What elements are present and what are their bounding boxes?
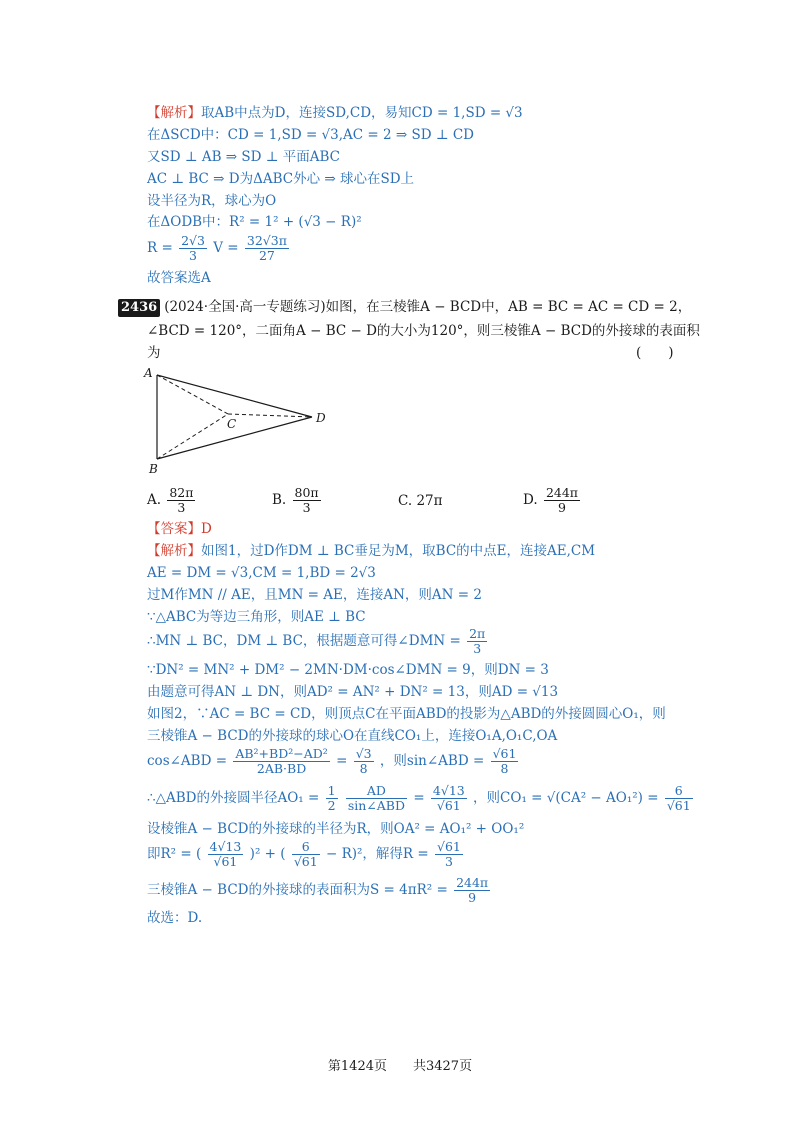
edge-CD (228, 414, 312, 417)
edge-AC (157, 375, 228, 414)
question-line-1: 2436 (2024·全国·高一专题练习)如图，在三棱锥A − BCD中，AB = BC = AC = CD = 2， (118, 298, 691, 317)
fraction: $\frac{32√3\pi}{27}$ (246, 233, 287, 263)
question-number: 2436 (118, 299, 160, 317)
sol2-line-12: 设棱锥A − BCD的外接球的半径为R，则OA² = AO₁² + OO₁² (147, 821, 525, 837)
answer-parentheses: ( ) (636, 345, 674, 361)
choice-c[interactable]: C. 27π (398, 493, 443, 509)
edge-AD (157, 375, 312, 417)
sol2-line-1: 【解析】如图1，过D作DM ⊥ BC垂足为M，取BC的中点E，连接AE,CM (147, 543, 596, 559)
label-D: D (316, 411, 326, 425)
question-line-2: ∠BCD = 120°，二面角A − BC − D的大小为120°，则三棱锥A − BCD的外接球的表面积 (147, 323, 700, 339)
fraction: $\frac{2√3}{3}$ (181, 233, 205, 263)
sol1-line-7: R = $\frac{2√3}{3}$ V = $\frac{32√3\pi}{27}$ (147, 233, 287, 263)
sol1-line-2: 在ΔSCD中：CD = 1,SD = √3,AC = 2 ⇒ SD ⊥ CD (147, 127, 474, 143)
label-B: B (149, 462, 158, 476)
sol1-line-8: 故答案选A (147, 270, 211, 286)
analysis-tag: 【解析】 (147, 105, 201, 121)
sol2-line-3: 过M作MN // AE，且MN = AE，连接AN，则AN = 2 (147, 587, 482, 603)
answer-line: 【答案】D (147, 521, 212, 537)
sol1-line-5: 设半径为R，球心为O (147, 193, 277, 209)
answer-value: D (201, 521, 212, 537)
sol2-line-11: ∴△ABD的外接圆半径AO₁ = $\frac{1}{2}$ $\frac{AD}{\text{sin∠ABD}}$ = $\frac{4√13}{√61}$ ，则CO₁ = √(CA² − AO₁²) = $\frac{6}{√61}$ (147, 783, 691, 813)
choice-a[interactable]: A. $\frac{82\pi}{3}$ (147, 485, 194, 515)
sol1-line-4: AC ⊥ BC ⇒ D为ΔABC外心 ⇒ 球心在SD上 (147, 171, 415, 187)
sol2-line-7: 由题意可得AN ⊥ DN，则AD² = AN² + DN² = 13，则AD = √13 (147, 684, 559, 700)
question-line-3: 为 (147, 345, 161, 361)
choice-d[interactable]: D. $\frac{244\pi}{9}$ (523, 485, 579, 515)
sol2-line-5: ∴MN ⊥ BC，DM ⊥ BC，根据题意可得∠DMN = $\frac{2\pi}{3}$ (147, 626, 486, 656)
sol2-line-15: 故选：D. (147, 910, 203, 926)
sol2-line-8: 如图2，∵AC = BC = CD，则顶点C在平面ABD的投影为△ABD的外接圆圆心O₁，则 (147, 706, 666, 722)
sol2-line-14: 三棱锥A − BCD的外接球的表面积为S = 4πR² = $\frac{244\pi}{9}$ (147, 875, 489, 905)
tetrahedron-figure (140, 362, 340, 477)
label-A: A (144, 366, 153, 380)
sol2-line-10: cos∠ABD = $\frac{\text{AB²+BD²−AD²}}{2AB\cdot BD}$ = $\frac{√3}{8}$ ，则sin∠ABD = $\frac{√61}{8}$ (147, 746, 517, 776)
label-C: C (227, 417, 237, 431)
choice-b[interactable]: B. $\frac{80\pi}{3}$ (272, 485, 319, 515)
sol2-line-2: AE = DM = √3,CM = 1,BD = 2√3 (147, 565, 376, 581)
sol1-line-1: 【解析】取AB中点为D，连接SD,CD，易知CD = 1,SD = √3 (147, 105, 523, 121)
sol1-line-3: 又SD ⊥ AB ⇒ SD ⊥ 平面ABC (147, 149, 341, 165)
sol2-line-9: 三棱锥A − BCD的外接球的球心O在直线CO₁上，连接O₁A,O₁C,OA (147, 728, 558, 744)
sol1-line-6: 在ΔODB中：R² = 1² + (√3 − R)² (147, 214, 362, 230)
page-footer: 第1424页 共3427页 (327, 1059, 473, 1074)
sol2-line-13: 即R² = ( $\frac{4√13}{√61}$ )² + ( $\frac{6}{√61}$ − R)²，解得R = $\frac{√61}{3}$ (147, 839, 461, 869)
sol2-line-4: ∵△ABC为等边三角形，则AE ⊥ BC (147, 609, 366, 625)
edge-BC (157, 414, 228, 459)
sol2-line-6: ∵DN² = MN² + DM² − 2MN·DM·cos∠DMN = 9，则DN = 3 (147, 662, 549, 678)
